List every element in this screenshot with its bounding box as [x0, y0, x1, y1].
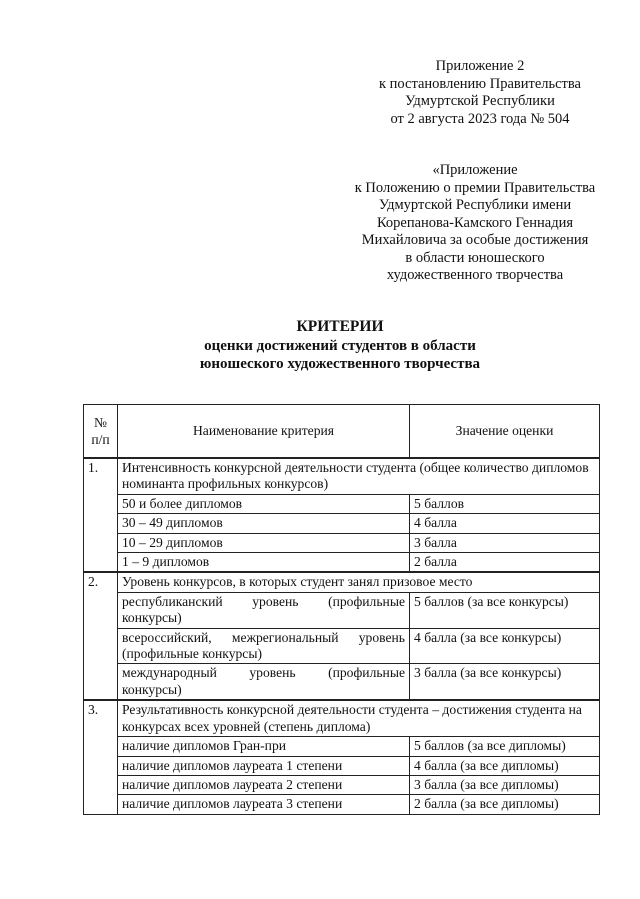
table-row [84, 533, 600, 552]
value-cell: 4 балла (за все дипломы) [410, 756, 600, 775]
inner-appendix-line: Михайловича за особые достижения [361, 232, 589, 248]
inner-appendix-line: Корепанова-Камского Геннадия [376, 214, 574, 231]
value-cell: 4 балла (за все конкурсы) [410, 628, 600, 664]
criterion-cell [118, 664, 410, 700]
table-row [84, 514, 600, 533]
inner-appendix-line: «Приложение [432, 162, 518, 178]
value-cell: 5 баллов (за все конкурсы) [410, 592, 600, 628]
value-cell: 4 балла [410, 514, 600, 533]
criterion-line: международный уровень (профильные [122, 665, 405, 681]
criterion-cell: наличие дипломов лауреата 2 степени [118, 775, 410, 794]
section-number: 2. [84, 572, 118, 700]
criterion-cell: 1 – 9 дипломов [118, 553, 410, 573]
table-row [84, 628, 600, 664]
appendix-line: Удмуртской Республики [405, 93, 555, 109]
criterion-line: (профильные конкурсы) [122, 646, 262, 662]
title-line: оценки достижений студентов в области [204, 337, 476, 354]
section-title: Интенсивность конкурсной деятельности студента (общее количество дипломов номинанта профильных конкурсов) [118, 458, 600, 494]
value-cell: 3 балла [410, 533, 600, 552]
table-row [84, 664, 600, 700]
value-cell: 5 баллов (за все дипломы) [410, 737, 600, 756]
inner-appendix-line: к Положению о премии Правительства [354, 179, 596, 196]
table-row [84, 795, 600, 814]
inner-appendix-line: Удмуртской Республики имени [378, 197, 572, 213]
criterion-cell: наличие дипломов лауреата 3 степени [118, 795, 410, 814]
criterion-cell [118, 592, 410, 628]
table-row [84, 737, 600, 756]
section-title: Уровень конкурсов, в которых студент занял призовое место [118, 572, 600, 592]
criterion-line: конкурсы) [122, 610, 182, 626]
header-number [84, 405, 118, 459]
criterion-cell [118, 628, 410, 664]
table-row [84, 756, 600, 775]
value-cell: 3 балла (за все дипломы) [410, 775, 600, 794]
table-row [84, 553, 600, 573]
criterion-cell: наличие дипломов лауреата 1 степени [118, 756, 410, 775]
title-line: КРИТЕРИИ [296, 318, 384, 335]
value-cell: 5 баллов [410, 494, 600, 513]
criterion-cell: 50 и более дипломов [118, 494, 410, 513]
table-row [84, 700, 600, 736]
appendix-line: от 2 августа 2023 года № 504 [390, 110, 570, 127]
criterion-cell: 30 – 49 дипломов [118, 514, 410, 533]
criterion-line: всероссийский, межрегиональный уровень [122, 629, 405, 645]
criterion-cell: наличие дипломов Гран-при [118, 737, 410, 756]
section-number: 1. [84, 458, 118, 572]
inner-appendix-line: художественного творчества [386, 267, 564, 283]
appendix-line: Приложение 2 [435, 58, 525, 74]
header-criterion-name: Наименование критерия [118, 405, 410, 459]
inner-appendix-line: в области юношеского [405, 249, 545, 266]
table-row [84, 458, 600, 494]
value-cell: 3 балла (за все конкурсы) [410, 664, 600, 700]
criteria-table [83, 404, 600, 815]
appendix-header [355, 58, 605, 128]
title-line: юношеского художественного творчества [199, 356, 481, 372]
criterion-line: республиканский уровень (профильные [122, 593, 405, 609]
header-number-line: п/п [91, 432, 110, 447]
table-row [84, 592, 600, 628]
table-row [84, 494, 600, 513]
table-row [84, 775, 600, 794]
document-title [60, 318, 620, 374]
criterion-line: конкурсы) [122, 681, 182, 697]
inner-appendix-header [330, 162, 620, 285]
table-row [84, 572, 600, 592]
appendix-line: к постановлению Правительства [379, 75, 581, 92]
table-header-row [84, 405, 600, 459]
criterion-cell: 10 – 29 дипломов [118, 533, 410, 552]
header-number-line: № [94, 415, 107, 430]
header-value: Значение оценки [410, 405, 600, 459]
value-cell: 2 балла [410, 553, 600, 573]
value-cell: 2 балла (за все дипломы) [410, 795, 600, 814]
section-title: Результативность конкурсной деятельности студента – достижения студента на конкурсах всех уровней (степень диплома) [118, 700, 600, 736]
section-number: 3. [84, 700, 118, 814]
